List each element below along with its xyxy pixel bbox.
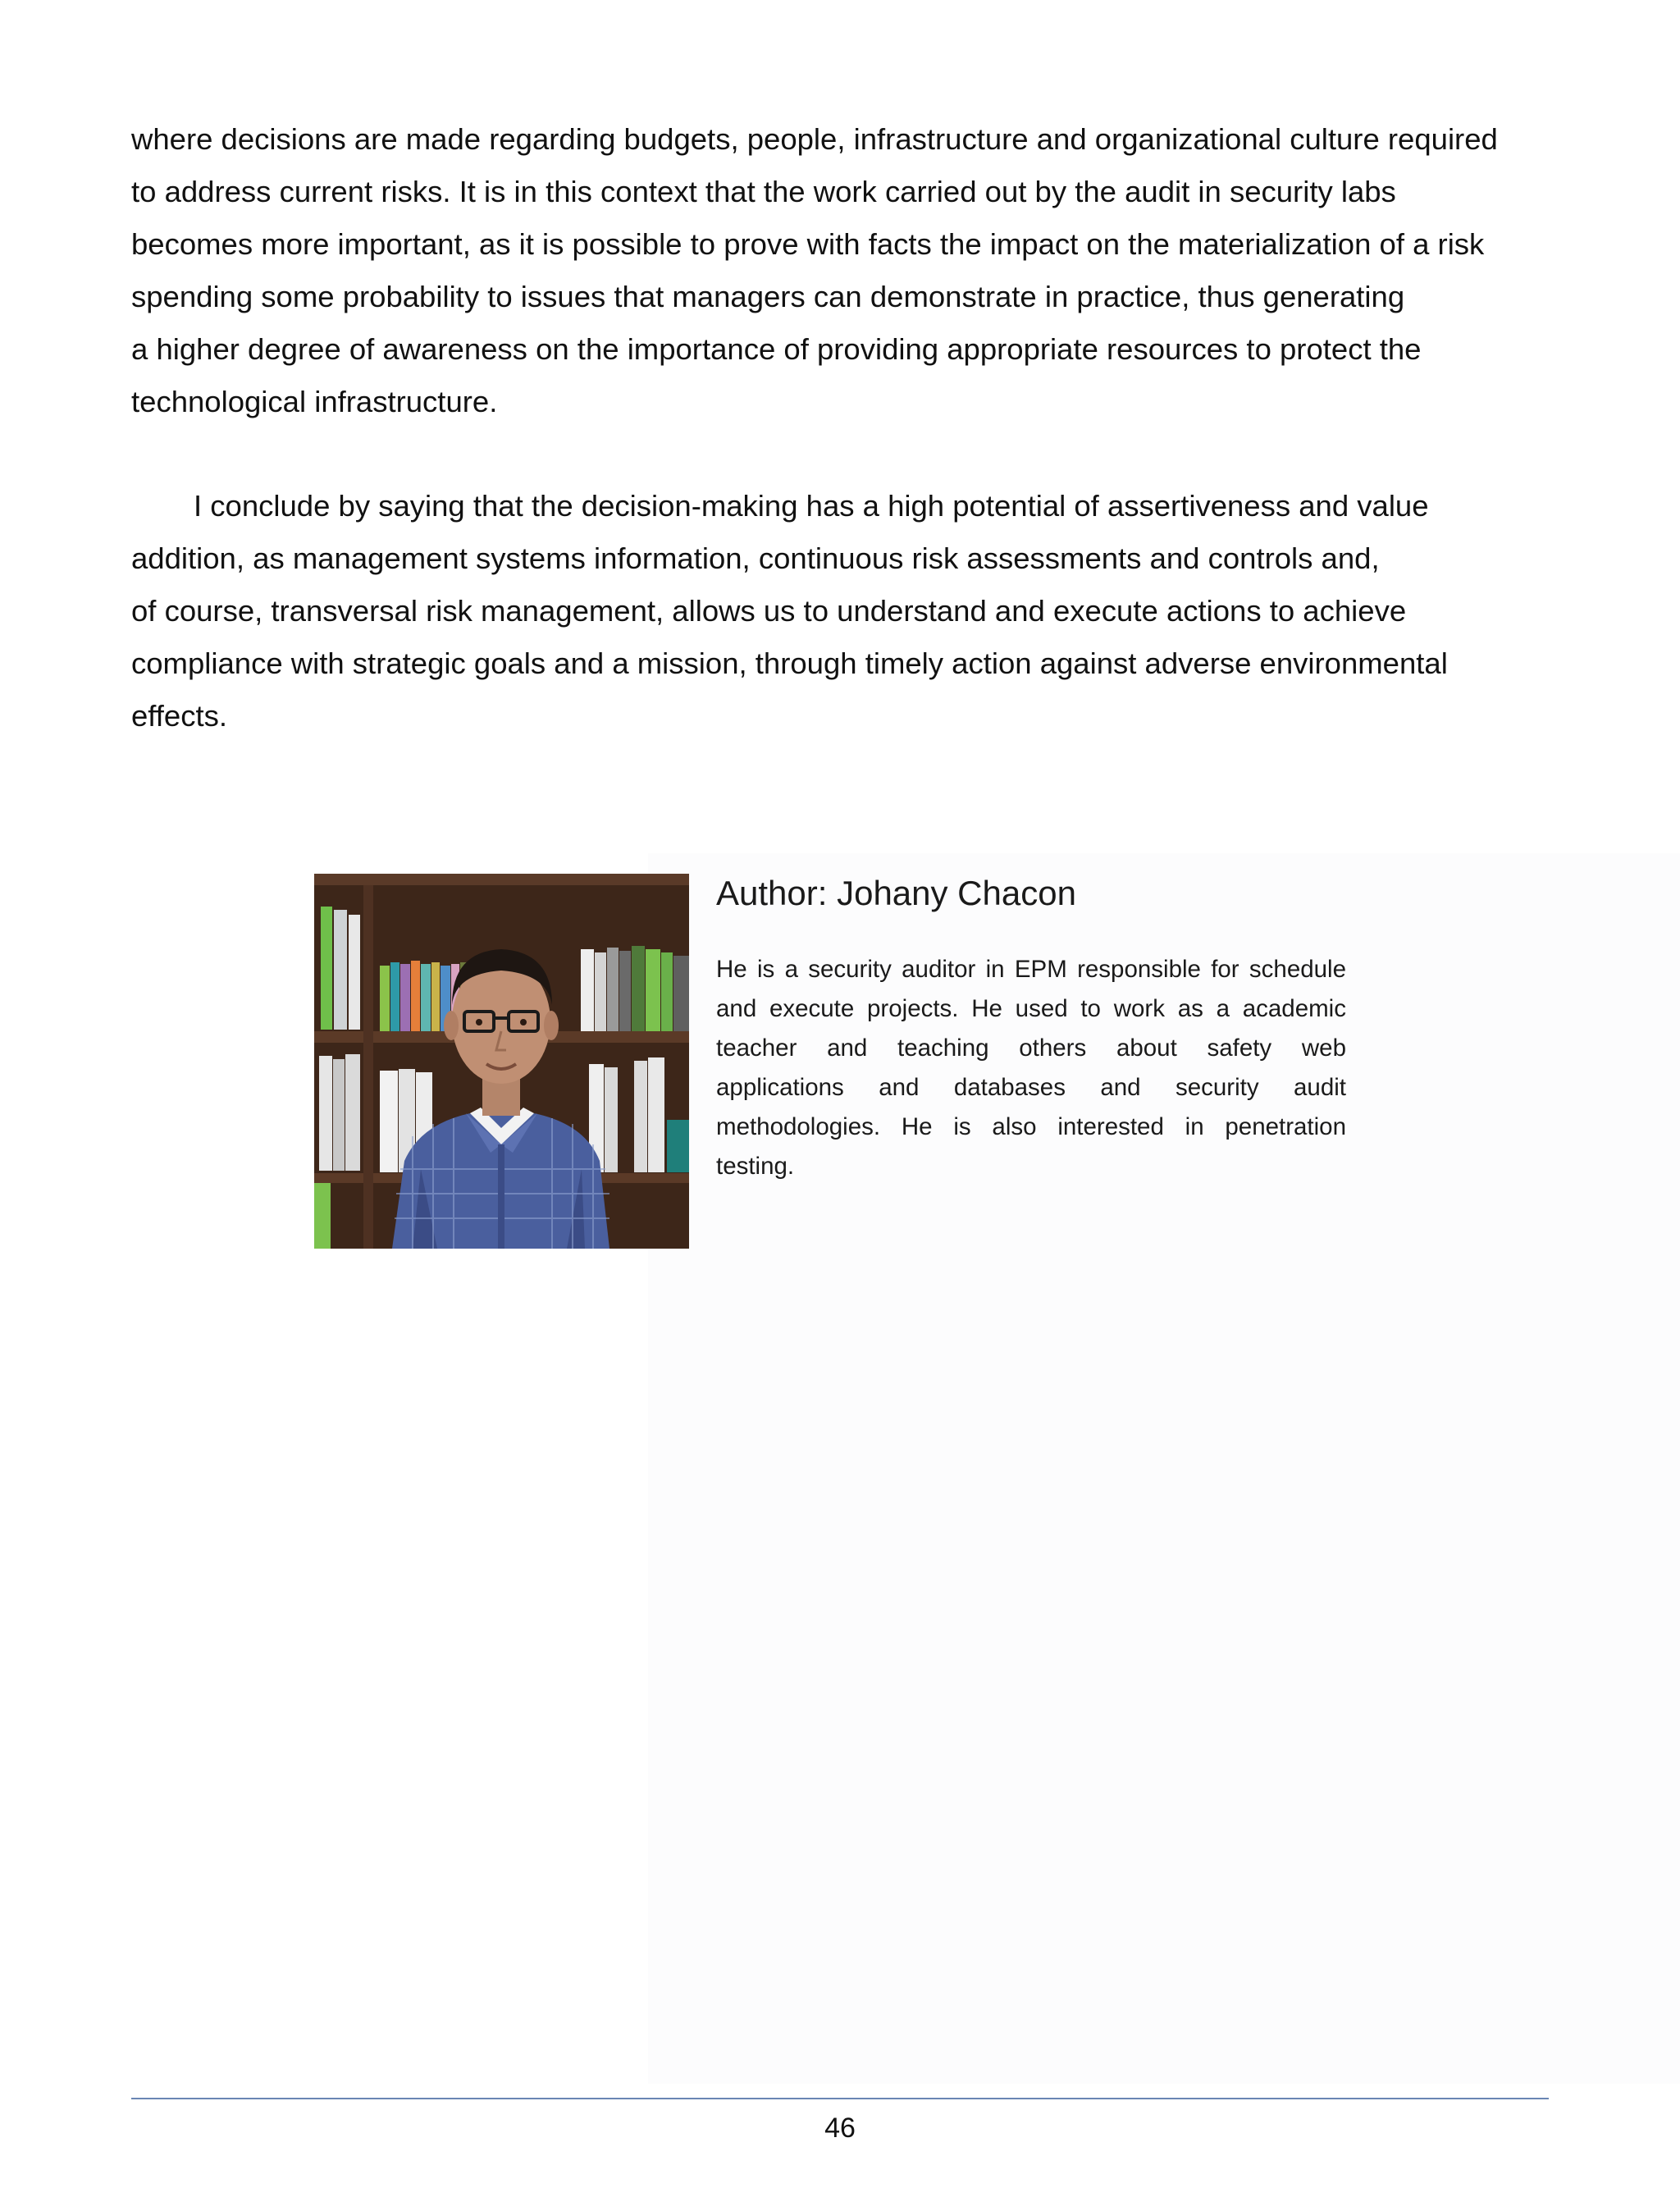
paragraph-line: effects. bbox=[131, 699, 228, 733]
author-bio-line: He is a security auditor in EPM responsible for schedule bbox=[716, 956, 1346, 983]
paragraph-line: to address current risks. It is in this context that the work carried out by the audit in security labs bbox=[131, 175, 1396, 208]
author-bio-line: methodologies. He is also interested in penetration bbox=[716, 1113, 1346, 1140]
body-paragraph-2 bbox=[131, 480, 1575, 742]
paragraph-line: technological infrastructure. bbox=[131, 385, 498, 418]
paragraph-line: a higher degree of awareness on the importance of providing appropriate resources to protect the bbox=[131, 332, 1422, 366]
paragraph-line: addition, as management systems information, continuous risk assessments and controls and, bbox=[131, 541, 1380, 575]
footer-rule bbox=[131, 2098, 1549, 2099]
page-number: 46 bbox=[824, 2112, 856, 2144]
paragraph-line: spending some probability to issues that managers can demonstrate in practice, thus generating bbox=[131, 280, 1405, 313]
paragraph-line: becomes more important, as it is possible to prove with facts the impact on the materialization of a risk bbox=[131, 227, 1485, 261]
author-photo bbox=[314, 874, 689, 1249]
author-bio-line: teacher and teaching others about safety web bbox=[716, 1035, 1346, 1062]
author-bio-line: and execute projects. He used to work as a academic bbox=[716, 995, 1346, 1022]
author-title: Author: Johany Chacon bbox=[716, 874, 1076, 912]
paragraph-line: of course, transversal risk management, allows us to understand and execute actions to achieve bbox=[131, 594, 1407, 628]
author-bio bbox=[716, 950, 1346, 1186]
paragraph-line: where decisions are made regarding budgets, people, infrastructure and organizational culture required bbox=[131, 122, 1498, 156]
author-bio-line: testing. bbox=[716, 1153, 795, 1180]
paragraph-line: I conclude by saying that the decision-making has a high potential of assertiveness and value bbox=[194, 489, 1429, 523]
author-bio-line: applications and databases and security audit bbox=[716, 1074, 1346, 1101]
paragraph-line: compliance with strategic goals and a mission, through timely action against adverse environmental bbox=[131, 646, 1448, 680]
body-paragraph-1 bbox=[131, 113, 1575, 428]
